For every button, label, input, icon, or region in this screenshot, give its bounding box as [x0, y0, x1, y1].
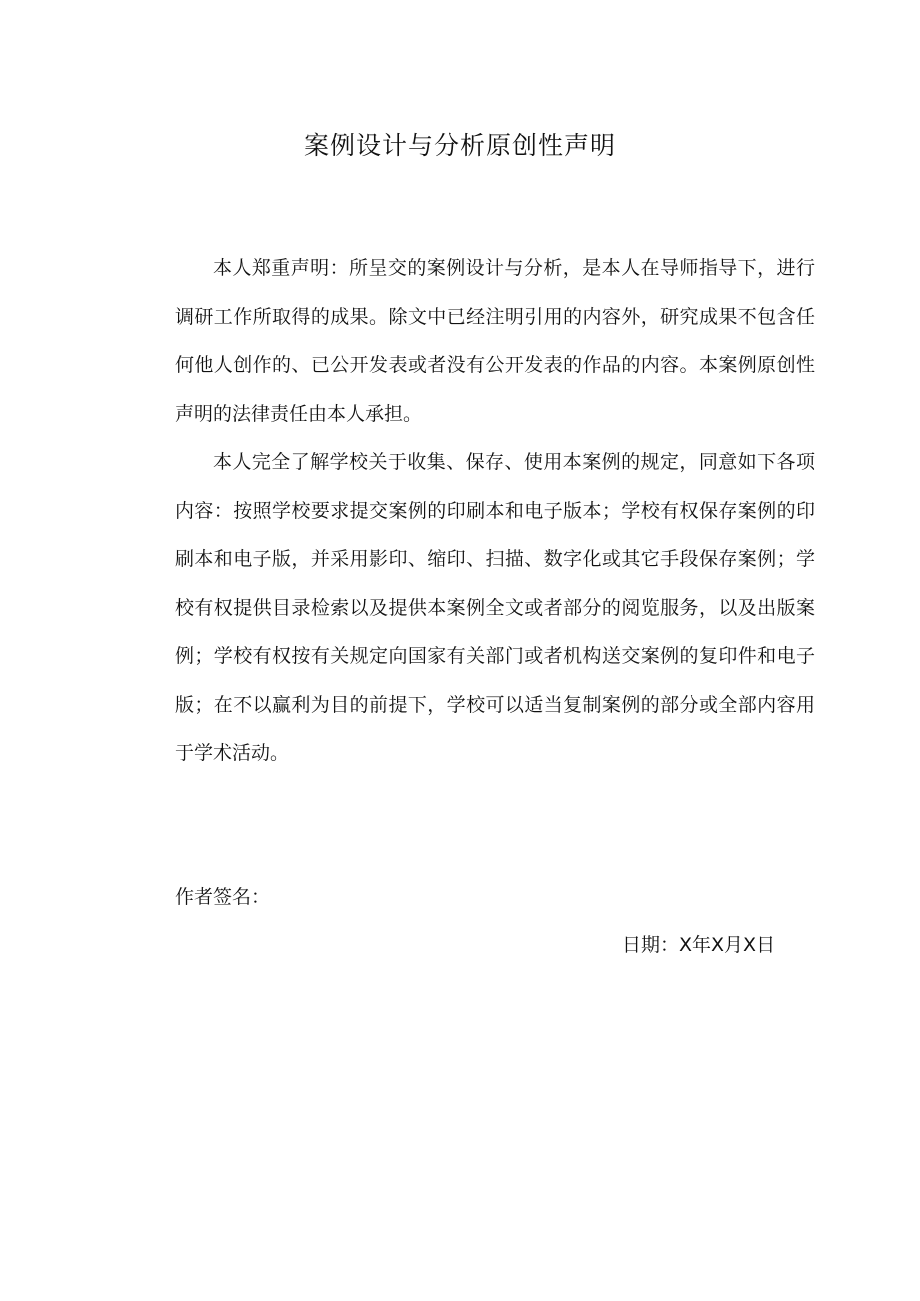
- document-title: 案例设计与分析原创性声明: [303, 131, 616, 160]
- author-signature-label: 作者签名：: [175, 886, 271, 908]
- date-line: [622, 928, 775, 962]
- date-label: 日期：: [622, 934, 680, 956]
- declaration-paragraph-originality: 本人郑重声明：所呈交的案例设计与分析，是本人在导师指导下，进行调研工作所取得的成果。除文中已经注明引用的内容外，研究成果不包含任何他人创作的、已公开发表或者没有公开发表的作品的内容。本案例原创性声明的法律责任由本人承担。: [175, 257, 815, 425]
- declaration-body: [175, 244, 815, 778]
- date-value: X年X月X日: [679, 934, 776, 956]
- declaration-paragraph-authorization: 本人完全了解学校关于收集、保存、使用本案例的规定，同意如下各项内容：按照学校要求提交案例的印刷本和电子版本；学校有权保存案例的印刷本和电子版，并采用影印、缩印、扫描、数字化或其它手段保存案例；学校有权提供目录检索以及提供本案例全文或者部分的阅览服务，以及出版案例；学校有权按有关规定向国家有关部门或者机构送交案例的复印件和电子版；在不以赢利为目的前提下，学校可以适当复制案例的部分或全部内容用于学术活动。: [175, 451, 815, 764]
